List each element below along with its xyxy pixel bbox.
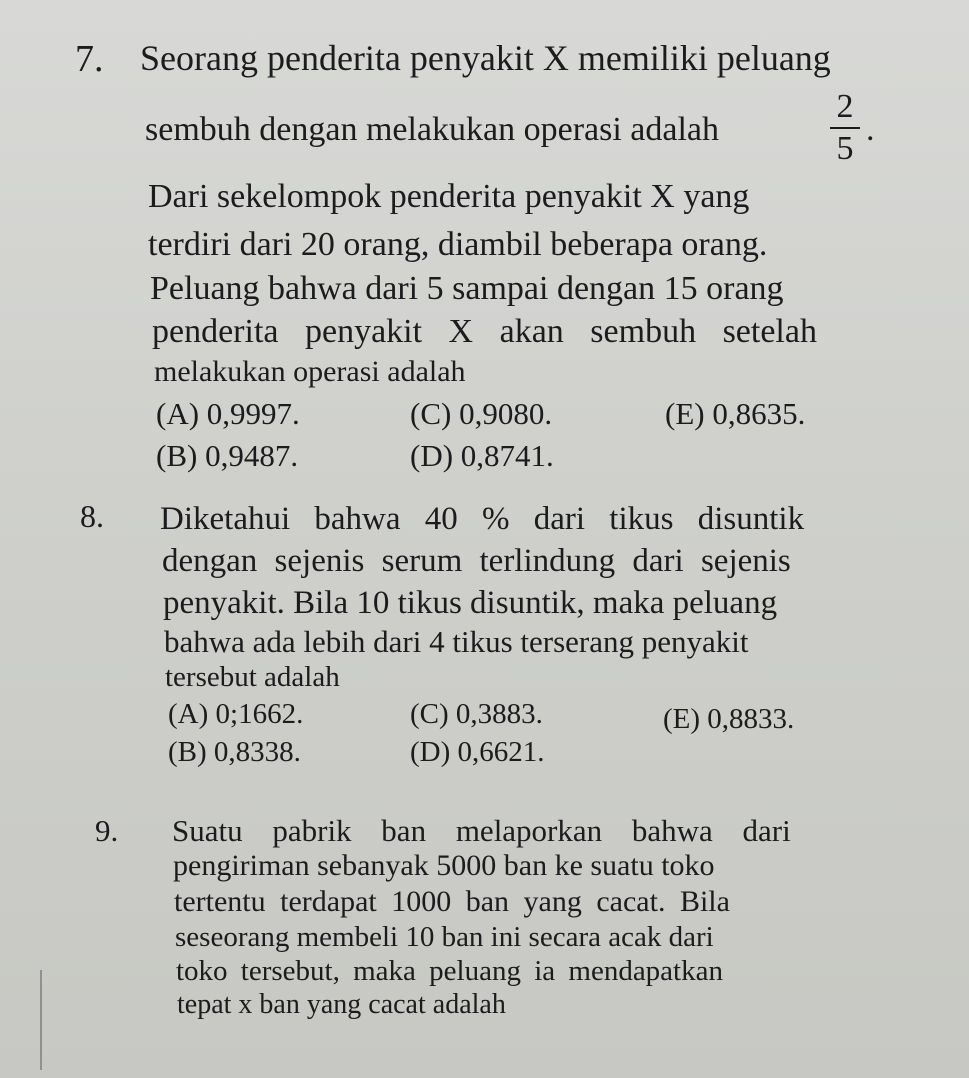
question-7-line-4: terdiri dari 20 orang, diambil beberapa orang. (148, 226, 768, 263)
question-9-line-5: toko tersebut, maka peluang ia mendapatkan (176, 955, 723, 987)
question-7-line-1: Seorang penderita penyakit X memiliki peluang (140, 38, 831, 78)
question-8-line-2: dengan sejenis serum terlindung dari sejenis (162, 543, 791, 579)
question-9-line-4: seseorang membeli 10 ban ini secara acak dari (175, 921, 714, 953)
question-9-line-2: pengiriman sebanyak 5000 ban ke suatu toko (173, 849, 715, 882)
question-8-option-e[interactable]: (E) 0,8833. (663, 703, 795, 735)
question-7-line-6: penderita penyakit X akan sembuh setelah (152, 313, 817, 350)
question-9-number: 9. (95, 813, 119, 848)
question-8-line-1: Diketahui bahwa 40 % dari tikus disuntik (160, 501, 805, 537)
question-7-fraction (830, 90, 860, 166)
question-7-number: 7. (75, 38, 104, 80)
question-9-line-1: Suatu pabrik ban melaporkan bahwa dari (172, 813, 791, 848)
question-8-option-a[interactable]: (A) 0;1662. (168, 698, 304, 730)
fraction-denominator: 5 (836, 130, 854, 167)
question-8-line-5: tersebut adalah (165, 661, 340, 693)
question-8-option-b[interactable]: (B) 0,8338. (168, 736, 301, 768)
question-7-line-3: Dari sekelompok penderita penyakit X yang (148, 178, 750, 215)
question-7-fraction-suffix: . (866, 111, 875, 148)
question-8-line-3: penyakit. Bila 10 tikus disuntik, maka peluang (163, 585, 778, 621)
question-7-option-b[interactable]: (B) 0,9487. (156, 438, 299, 473)
question-7-line-2: sembuh dengan melakukan operasi adalah (145, 111, 720, 148)
question-7-option-a[interactable]: (A) 0,9997. (156, 396, 300, 431)
question-8-number: 8. (80, 498, 104, 534)
fraction-numerator: 2 (836, 88, 854, 125)
question-7-line-7: melakukan operasi adalah (154, 355, 466, 388)
question-7-option-e[interactable]: (E) 0,8635. (665, 396, 806, 431)
question-9-line-3: tertentu terdapat 1000 ban yang cacat. Bila (174, 885, 730, 918)
question-9-line-6: tepat x ban yang cacat adalah (177, 989, 506, 1020)
question-7-option-c[interactable]: (C) 0,9080. (410, 396, 553, 431)
question-8-option-c[interactable]: (C) 0,3883. (410, 698, 543, 730)
question-8-option-d[interactable]: (D) 0,6621. (410, 736, 545, 768)
question-7-line-5: Peluang bahwa dari 5 sampai dengan 15 orang (150, 270, 784, 307)
page-edge-shadow (40, 970, 42, 1070)
fraction-bar (830, 127, 860, 129)
question-7-option-d[interactable]: (D) 0,8741. (410, 438, 554, 473)
question-8-line-4: bahwa ada lebih dari 4 tikus terserang penyakit (164, 624, 749, 659)
